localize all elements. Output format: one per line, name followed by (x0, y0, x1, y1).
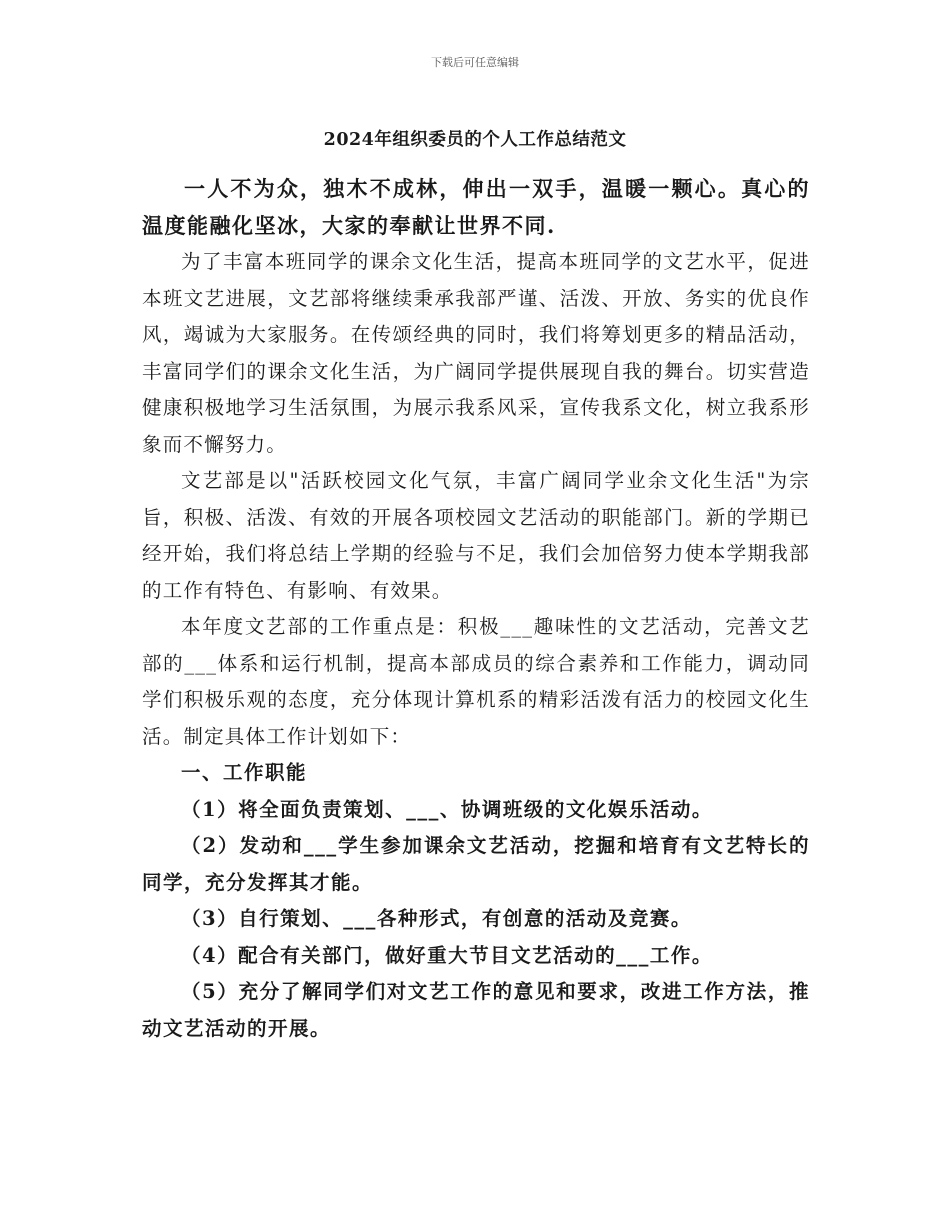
list-item: （2）发动和___学生参加课余文艺活动，挖掘和培育有文艺特长的同学，充分发挥其才能。 (142, 834, 810, 894)
body-paragraph: 本年度文艺部的工作重点是：积极___趣味性的文艺活动，完善文艺部的___体系和运行机制，提高本部成员的综合素养和工作能力，调动同学们积极乐观的态度，充分体现计算机系的精彩活泼有活力的校园文化生活。制定具体工作计划如下： (142, 615, 810, 748)
list-item: （1）将全面负责策划、___、协调班级的文化娱乐活动。 (181, 797, 713, 821)
document-body (142, 170, 810, 1047)
body-paragraph: 文艺部是以"活跃校园文化气氛，丰富广阔同学业余文化生活"为宗旨，积极、活泼、有效的开展各项校园文艺活动的职能部门。新的学期已经开始，我们将总结上学期的经验与不足，我们会加倍努力使本学期我部的工作有特色、有影响、有效果。 (142, 469, 810, 602)
list-item: （3）自行策划、___各种形式，有创意的活动及竞赛。 (181, 907, 692, 930)
intro-paragraph: 一人不为众，独木不成林，伸出一双手，温暖一颗心。真心的温度能融化坚冰，大家的奉献让世界不同. (142, 176, 810, 238)
list-item: （4）配合有关部门，做好重大节目文艺活动的___工作。 (181, 943, 713, 967)
header-note: 下载后可任意编辑 (431, 56, 519, 69)
document-title: 2024年组织委员的个人工作总结范文 (323, 130, 627, 150)
body-paragraph: 为了丰富本班同学的课余文化生活，提高本班同学的文艺水平，促进本班文艺进展，文艺部将继续秉承我部严谨、活泼、开放、务实的优良作风，竭诚为大家服务。在传颂经典的同时，我们将筹划更多的精品活动，丰富同学们的课余文化生活，为广阔同学提供展现自我的舞台。切实营造健康积极地学习生活氛围，为展示我系风采，宣传我系文化，树立我系形象而不懈努力。 (142, 250, 810, 456)
list-item: （5）充分了解同学们对文艺工作的意见和要求，改进工作方法，推动文艺活动的开展。 (142, 980, 810, 1040)
section-heading: 一、工作职能 (181, 761, 308, 784)
